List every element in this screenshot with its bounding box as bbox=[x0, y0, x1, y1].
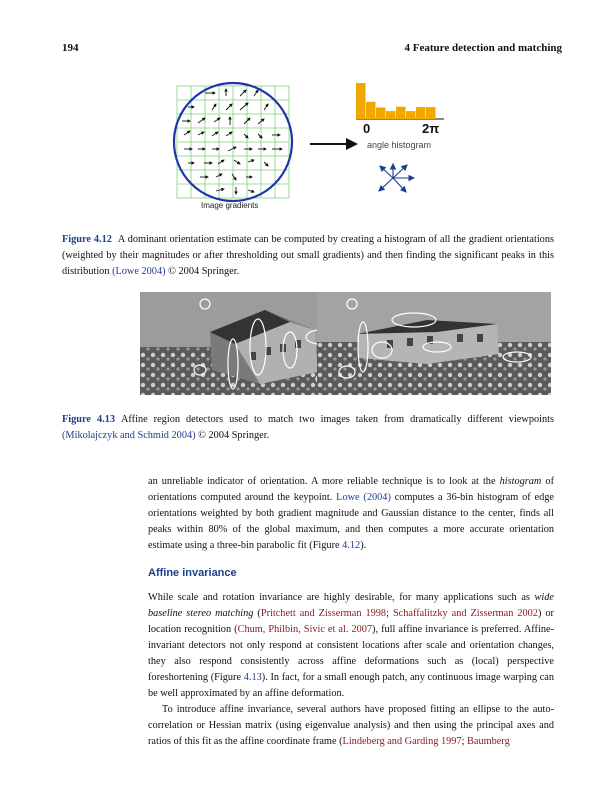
histogram-bar bbox=[376, 107, 386, 119]
dominant-orientation-icon bbox=[379, 164, 414, 192]
figure-4-13-photo-right bbox=[317, 292, 551, 395]
emph-wide-baseline: wide baseline stereo matching bbox=[148, 592, 554, 619]
gradient-grid bbox=[177, 86, 289, 198]
figure-ref-link[interactable]: 4.13 bbox=[243, 672, 262, 683]
caption-copyright: © 2004 Springer. bbox=[198, 429, 270, 441]
page-number: 194 bbox=[62, 42, 79, 54]
gradient-arrows bbox=[182, 89, 282, 194]
citation-link[interactable]: Pritchett and Zisserman 1998 bbox=[260, 608, 387, 619]
figure-4-13-caption bbox=[62, 412, 554, 444]
caption-text: A dominant orientation estimate can be computed by creating a histogram of all the gradient orientations (weighted by their magnitudes or after thresholding out small gradients) and then finding the significant peaks in this distribution bbox=[62, 234, 554, 277]
image-gradients-label: Image gradients bbox=[201, 201, 259, 210]
axis-zero-label: 0 bbox=[363, 121, 371, 136]
emph-histogram: histogram bbox=[499, 476, 542, 487]
histogram-bar bbox=[396, 107, 406, 119]
figure-ref-link[interactable]: 4.12 bbox=[342, 540, 361, 551]
paragraph-affine: While scale and rotation invariance are highly desirable, for many applications such as wide baseline stereo matching (Pritchett and Zisserman 1998; Schaffalitzky and Zisserman 2002) or location recognition (Chum, Philbin, Sivic et al. 2007), full affine invariance is preferred. Affine-invariant detectors not only respond at consistent locations after scale and orientation changes, they also respond consistently across affine deformations such as (local) perspective foreshortening (Figure 4.13). In fact, for a small enough patch, any continuous image warping can be well approximated by an affine deformation. To introduce affine invariance, several authors have proposed fitting an ellipse to the auto-correlation or Hessian matrix (using eigenvalue analysis) and then using the principal axes and ratios of this fit as the affine coordinate frame (Lindeberg and Garding 1997; Baumberg bbox=[148, 592, 554, 747]
histogram-bars bbox=[356, 83, 436, 119]
citation-link[interactable]: Lowe (2004) bbox=[336, 492, 391, 503]
caption-text: Affine region detectors used to match two images taken from dramatically different viewpoints bbox=[121, 414, 554, 425]
figure-label: Figure 4.13 bbox=[62, 414, 115, 425]
axis-2pi-label: 2π bbox=[422, 121, 440, 136]
figure-4-12-graphic bbox=[160, 76, 460, 216]
chapter-title: 4 Feature detection and matching bbox=[404, 42, 562, 54]
caption-citation[interactable]: (Mikolajczyk and Schmid 2004) bbox=[62, 429, 196, 441]
histogram-bar bbox=[356, 83, 366, 119]
citation-link[interactable]: Schaffalitzky and Zisserman 2002 bbox=[392, 608, 538, 619]
histogram-bar bbox=[426, 107, 436, 119]
citation-link[interactable]: Baumberg bbox=[467, 736, 510, 747]
histogram-bar bbox=[416, 107, 426, 119]
section-title: Affine invariance bbox=[148, 567, 237, 579]
figure-4-12-caption bbox=[62, 232, 554, 279]
paragraph-orientation: an unreliable indicator of orientation. A more reliable technique is to look at the histogram of orientations computed around the keypoint. Lowe (2004) computes a 36-bin histogram of edge orientations weighted by both gradient magnitude and Gaussian distance to the center, finds all peaks within 80% of the global maximum, and then computes a more accurate orientation estimate using a three-bin parabolic fit (Figure 4.12). bbox=[148, 476, 555, 551]
caption-citation[interactable]: (Lowe 2004) bbox=[112, 265, 166, 277]
caption-copyright: © 2004 Springer. bbox=[168, 265, 240, 277]
histogram-bar bbox=[386, 111, 396, 119]
citation-link[interactable]: Chum, Philbin, Sivic et al. 2007 bbox=[237, 624, 373, 635]
figure-4-12-svg bbox=[160, 76, 460, 216]
citation-link[interactable]: Lindeberg and Garding 1997 bbox=[342, 736, 462, 747]
figure-label: Figure 4.12 bbox=[62, 234, 112, 245]
histogram-bar bbox=[406, 111, 416, 119]
histogram-bar bbox=[366, 102, 376, 119]
angle-histogram-label: angle histogram bbox=[367, 140, 432, 150]
